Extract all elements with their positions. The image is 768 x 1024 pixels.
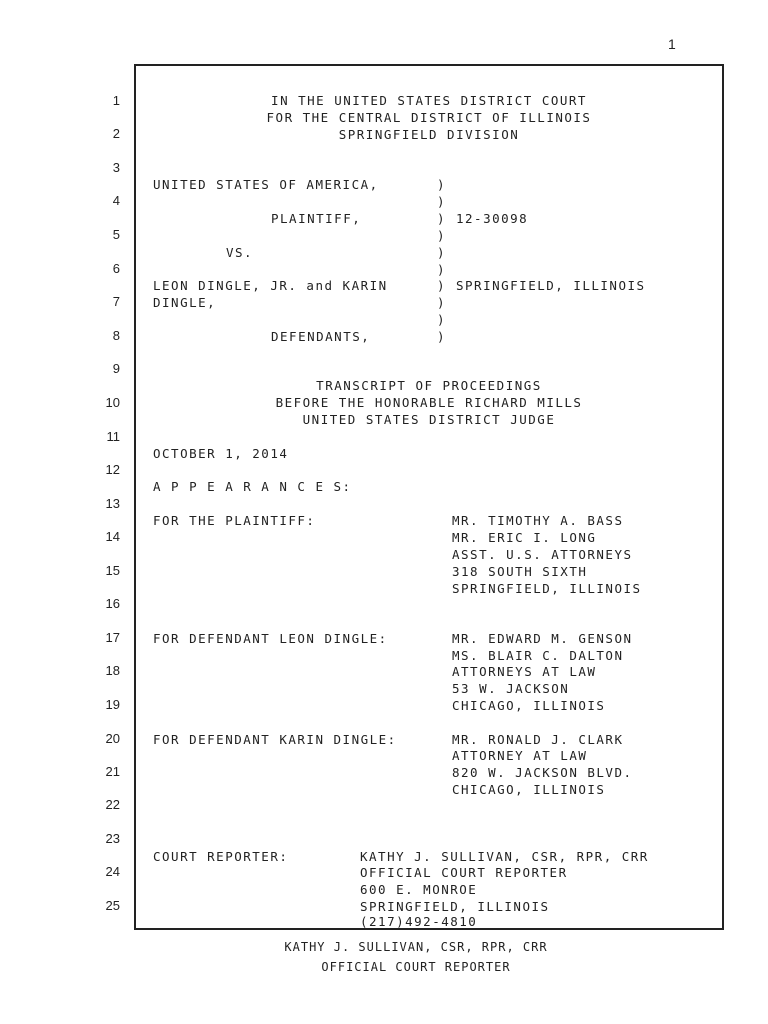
karin-counsel-line: ATTORNEY AT LAW (452, 748, 588, 763)
line-number-4: 4 (112, 193, 120, 208)
plaintiff-role: PLAINTIFF, (271, 211, 362, 226)
transcript-judge-title: UNITED STATES DISTRICT JUDGE (302, 412, 556, 427)
caption-paren: ) (437, 177, 447, 192)
caption-paren: ) (437, 194, 447, 209)
transcript-title: TRANSCRIPT OF PROCEEDINGS (316, 378, 542, 393)
plaintiff-counsel-line: SPRINGFIELD, ILLINOIS (452, 581, 642, 596)
karin-counsel-label: FOR DEFENDANT KARIN DINGLE: (153, 732, 397, 747)
line-number-2: 2 (112, 126, 120, 141)
leon-counsel-label: FOR DEFENDANT LEON DINGLE: (153, 631, 388, 646)
karin-counsel-line: MR. RONALD J. CLARK (452, 732, 624, 747)
plaintiff-counsel-label: FOR THE PLAINTIFF: (153, 513, 316, 528)
line-number-9: 9 (112, 361, 120, 376)
line-number-1: 1 (112, 93, 120, 108)
court-district: FOR THE CENTRAL DISTRICT OF ILLINOIS (266, 110, 592, 125)
leon-counsel-line: 53 W. JACKSON (452, 681, 570, 696)
court-name: IN THE UNITED STATES DISTRICT COURT (271, 93, 587, 108)
line-number-22: 22 (105, 797, 120, 812)
caption-paren: ) (437, 278, 447, 293)
line-number-15: 15 (105, 563, 120, 578)
line-number-12: 12 (105, 462, 120, 477)
line-number-13: 13 (105, 496, 120, 511)
line-number-7: 7 (112, 294, 120, 309)
footer-reporter-name: KATHY J. SULLIVAN, CSR, RPR, CRR (284, 940, 548, 954)
plaintiff-counsel-line: ASST. U.S. ATTORNEYS (452, 547, 633, 562)
line-number-24: 24 (105, 864, 120, 879)
line-number-25: 25 (105, 898, 120, 913)
leon-counsel-line: CHICAGO, ILLINOIS (452, 698, 606, 713)
page-number: 1 (668, 36, 676, 52)
caption-paren: ) (437, 262, 447, 277)
karin-counsel-line: 820 W. JACKSON BLVD. (452, 765, 633, 780)
line-number-21: 21 (105, 764, 120, 779)
caption-paren: ) (437, 211, 447, 226)
transcript-frame (134, 64, 724, 930)
leon-counsel-line: ATTORNEYS AT LAW (452, 664, 597, 679)
caption-paren: ) (437, 312, 447, 327)
defendant-name-line2: DINGLE, (153, 295, 217, 310)
transcript-judge-line: BEFORE THE HONORABLE RICHARD MILLS (275, 395, 583, 410)
plaintiff-counsel-line: MR. ERIC I. LONG (452, 530, 597, 545)
hearing-location: SPRINGFIELD, ILLINOIS (456, 278, 646, 293)
defendant-role: DEFENDANTS, (271, 329, 371, 344)
karin-counsel-line: CHICAGO, ILLINOIS (452, 782, 606, 797)
appearances-heading: A P P E A R A N C E S: (153, 479, 352, 494)
line-number-18: 18 (105, 663, 120, 678)
line-number-23: 23 (105, 831, 120, 846)
hearing-date: OCTOBER 1, 2014 (153, 446, 289, 461)
versus: VS. (226, 245, 254, 260)
caption-paren: ) (437, 228, 447, 243)
line-number-3: 3 (112, 160, 120, 175)
caption-paren: ) (437, 329, 447, 344)
line-number-14: 14 (105, 529, 120, 544)
plaintiff-counsel-line: MR. TIMOTHY A. BASS (452, 513, 624, 528)
plaintiff-counsel-line: 318 SOUTH SIXTH (452, 564, 588, 579)
line-number-20: 20 (105, 731, 120, 746)
court-reporter-line: 600 E. MONROE (360, 882, 478, 897)
court-reporter-line: OFFICIAL COURT REPORTER (360, 865, 568, 880)
plaintiff-name: UNITED STATES OF AMERICA, (153, 177, 379, 192)
line-number-16: 16 (105, 596, 120, 611)
line-number-10: 10 (105, 395, 120, 410)
court-division: SPRINGFIELD DIVISION (338, 127, 520, 142)
defendant-name-line1: LEON DINGLE, JR. and KARIN (153, 278, 388, 293)
court-reporter-line: KATHY J. SULLIVAN, CSR, RPR, CRR (360, 849, 649, 864)
line-number-19: 19 (105, 697, 120, 712)
leon-counsel-line: MR. EDWARD M. GENSON (452, 631, 633, 646)
line-number-11: 11 (106, 429, 120, 444)
court-reporter-label: COURT REPORTER: (153, 849, 289, 864)
case-number: 12-30098 (456, 211, 529, 226)
line-number-8: 8 (112, 328, 120, 343)
line-number-5: 5 (112, 227, 120, 242)
court-reporter-line: (217)492-4810 (360, 914, 478, 929)
line-number-17: 17 (105, 630, 120, 645)
footer-reporter-title: OFFICIAL COURT REPORTER (321, 960, 511, 974)
line-number-6: 6 (112, 261, 120, 276)
court-reporter-line: SPRINGFIELD, ILLINOIS (360, 899, 550, 914)
leon-counsel-line: MS. BLAIR C. DALTON (452, 648, 624, 663)
caption-paren: ) (437, 295, 447, 310)
caption-paren: ) (437, 245, 447, 260)
